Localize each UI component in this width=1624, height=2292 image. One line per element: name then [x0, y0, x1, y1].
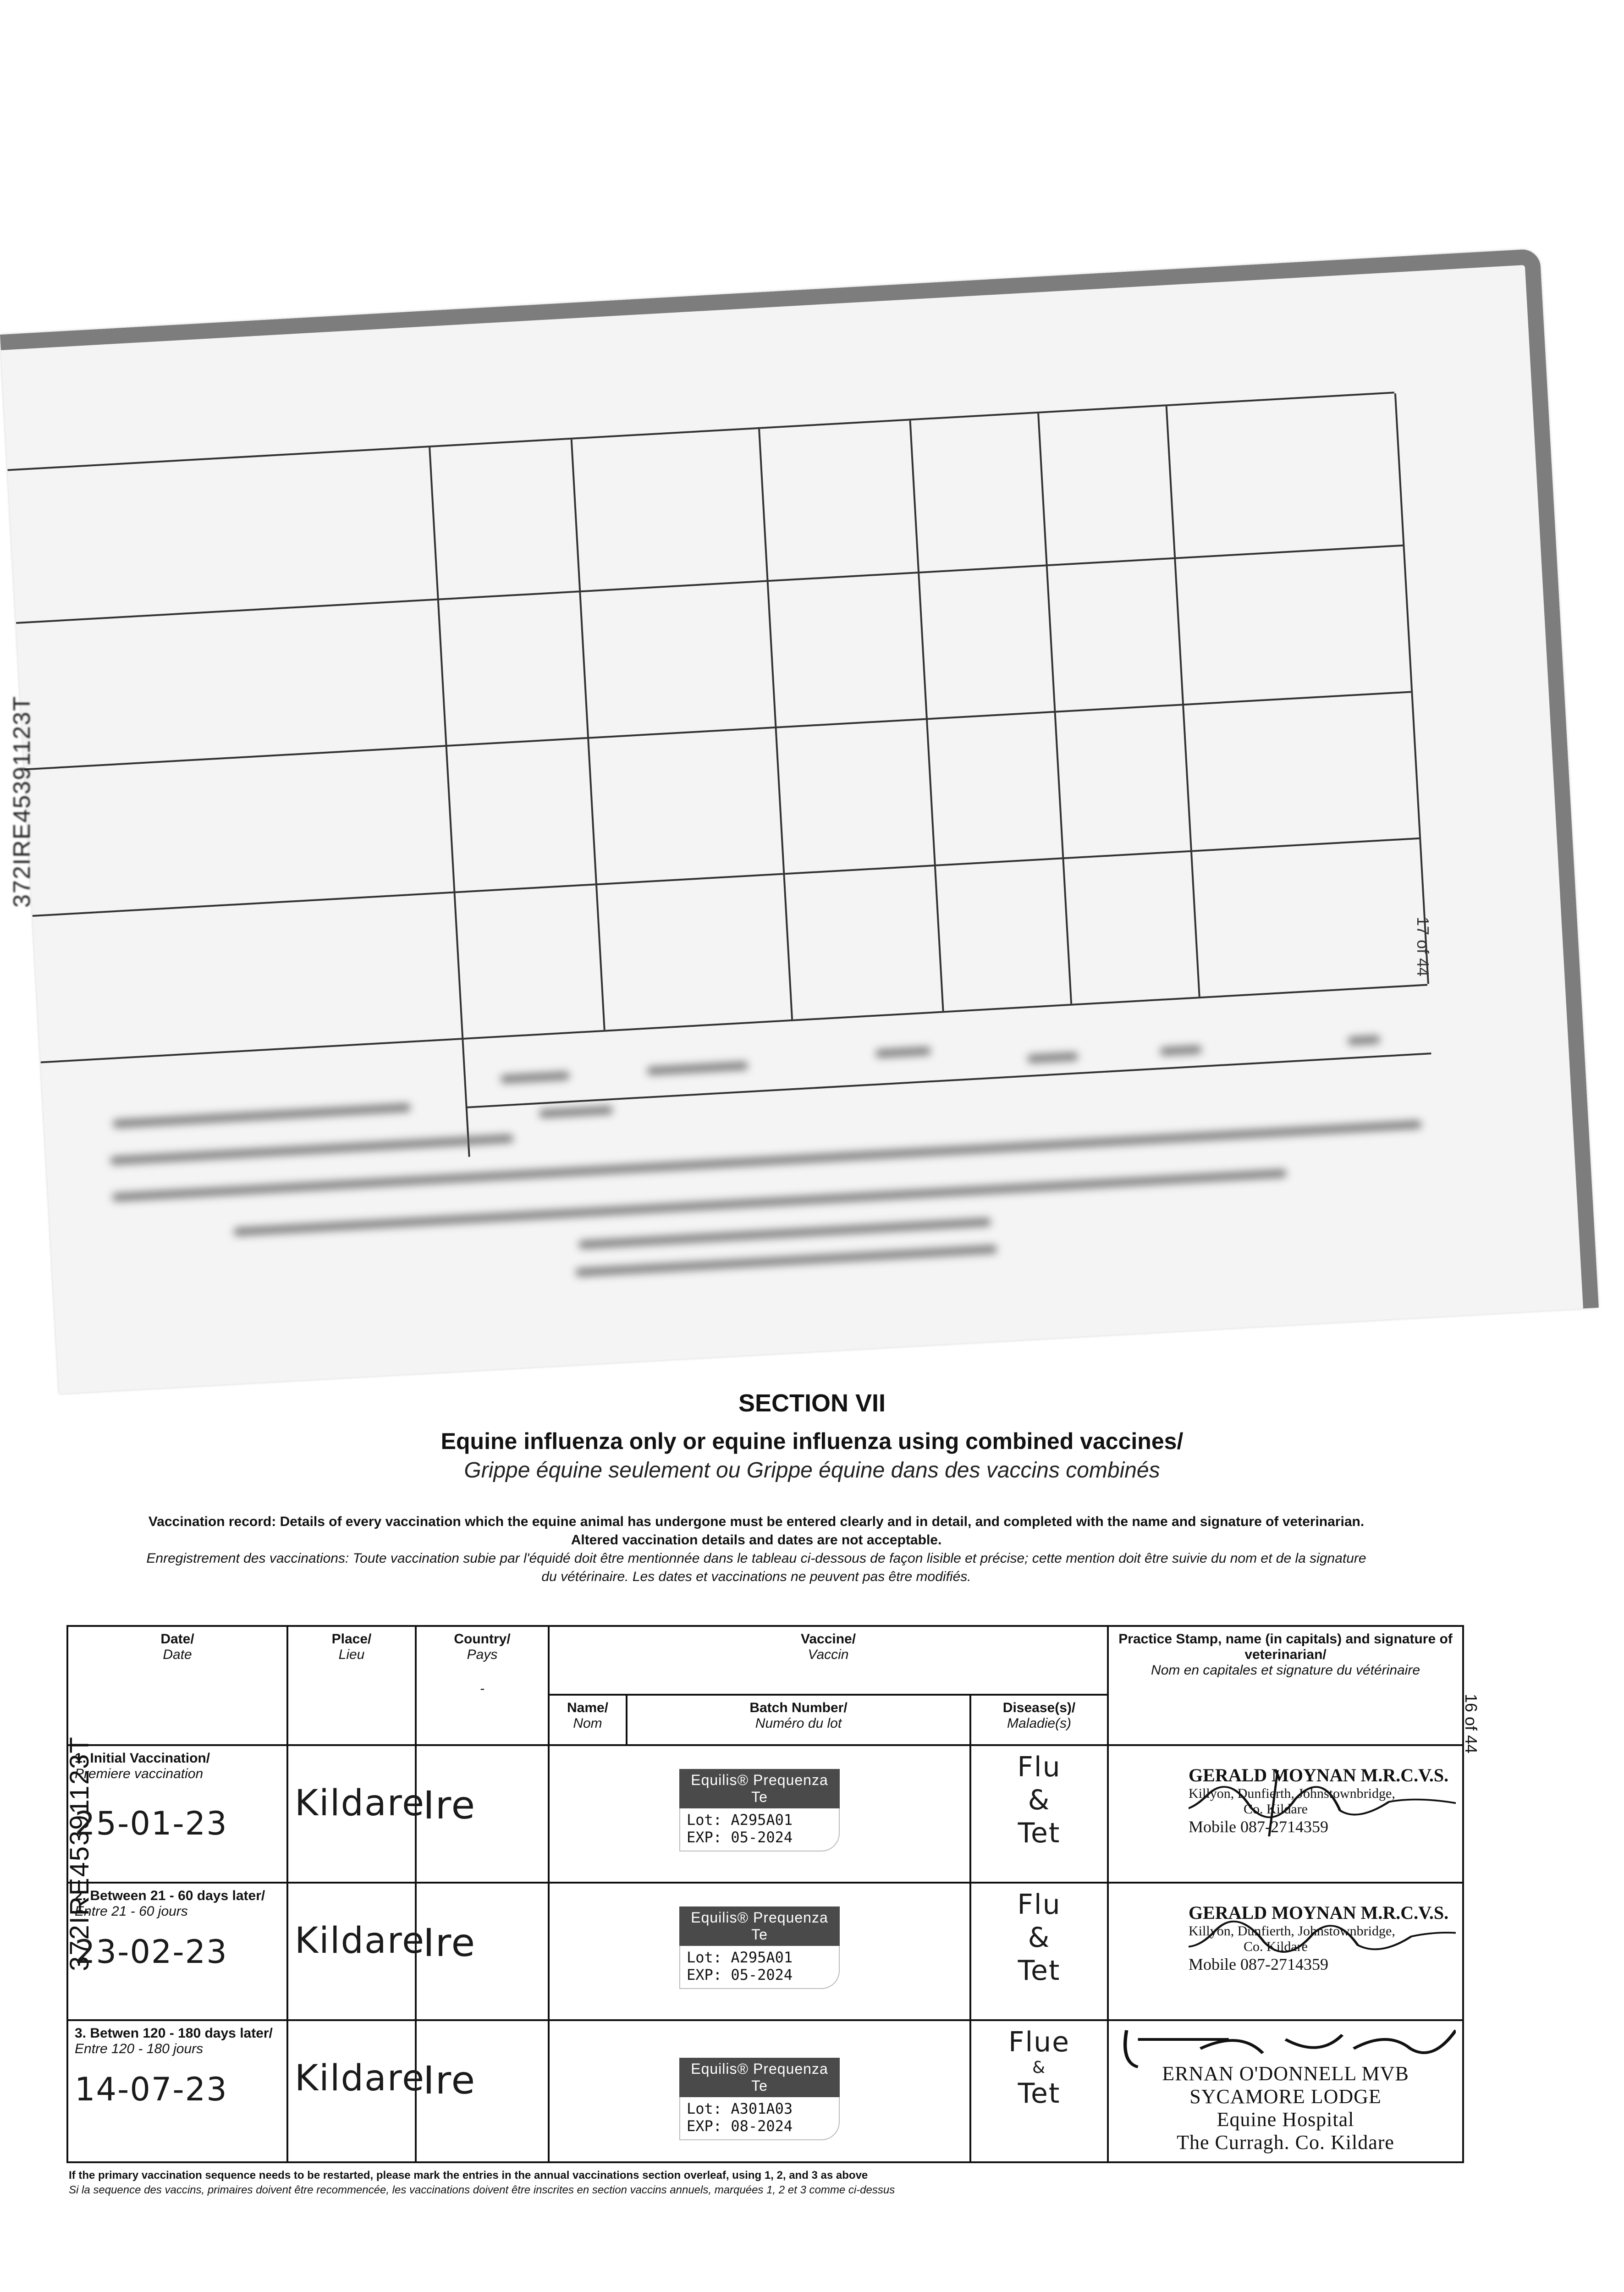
country-value: Ire: [423, 1783, 476, 1828]
stamp-line-2: SYCAMORE LODGE: [1189, 2085, 1382, 2108]
grid-line: [1394, 393, 1429, 984]
blurred-text: [576, 1245, 997, 1277]
disease-line-3: Tet: [1018, 1955, 1061, 1987]
previous-page-table-grid: [7, 391, 1429, 1093]
header-place: [287, 1626, 416, 1745]
disease-line-3: Tet: [1018, 2077, 1061, 2110]
sticker-brand: Equilis® Prequenza Te: [679, 2058, 840, 2097]
place-cell: [287, 1745, 425, 1883]
stamp-cell: [1108, 2020, 1463, 2162]
blurred-text: [112, 1120, 1422, 1202]
vaccine-sticker-cell: [549, 1883, 970, 2020]
grid-line: [24, 691, 1411, 770]
table-row: [67, 2020, 1463, 2162]
previous-page-sheet: [0, 248, 1599, 1394]
header-name-en: Name/: [567, 1700, 609, 1715]
blurred-text: [1160, 1045, 1202, 1056]
disease-line-1: Flue: [1008, 2026, 1070, 2058]
sticker-exp: EXP: 05-2024: [687, 1829, 793, 1846]
stamp-address: Killyon, Dunfierth, Johnstownbridge,: [1189, 1786, 1395, 1801]
vaccination-table: [66, 1625, 1464, 2163]
header-vaccine: [549, 1626, 1108, 1695]
grid-line: [1037, 413, 1072, 1004]
previous-page-number: 17 of 44: [1414, 917, 1432, 977]
date-cell: [67, 1883, 287, 2020]
vaccine-sticker: [679, 1769, 840, 1851]
vaccination-date: 14-07-23: [75, 2071, 228, 2108]
vaccination-notice: [69, 1513, 1444, 1586]
vaccine-sticker: [679, 1906, 840, 1989]
place-value: Kildare: [295, 1920, 425, 1961]
stamp-mobile: Mobile 087-2714359: [1189, 1955, 1329, 1973]
sticker-lot-box: [679, 1808, 840, 1851]
header-batch-en: Batch Number/: [749, 1700, 848, 1715]
country-cell: [416, 2020, 549, 2162]
sticker-lot-box: [679, 1946, 840, 1989]
place-cell: [287, 2020, 425, 2162]
sticker-brand: Equilis® Prequenza Te: [679, 1769, 840, 1808]
header-country-en: Country/: [454, 1631, 511, 1647]
practice-stamp: [1189, 1764, 1456, 1836]
header-name: [549, 1695, 627, 1745]
page-number: 16 of 44: [1462, 1694, 1481, 1754]
header-stamp: [1108, 1626, 1463, 1745]
blurred-text: [110, 1134, 513, 1165]
grid-line: [909, 420, 944, 1011]
place-cell: [287, 1883, 425, 2020]
blurred-text: [1348, 1035, 1380, 1045]
table-row: [67, 1745, 1463, 1883]
stamp-county: Co. Kildare: [1244, 1939, 1308, 1954]
grid-line: [571, 440, 606, 1030]
header-disease-fr: Maladie(s): [1007, 1716, 1072, 1731]
side-code: 372IRE45391123T: [65, 1736, 94, 1971]
place-value: Kildare: [295, 2058, 425, 2099]
header-date-en: Date/: [160, 1631, 194, 1647]
grid-line: [758, 429, 793, 1019]
sticker-exp: EXP: 08-2024: [687, 2117, 793, 2135]
stamp-mobile: Mobile 087-2714359: [1189, 1818, 1329, 1836]
stamp-address: Killyon, Dunfierth, Johnstownbridge,: [1189, 1923, 1395, 1939]
sticker-lot: Lot: A295A01: [687, 1949, 793, 1966]
stamp-name: GERALD MOYNAN M.R.C.V.S.: [1189, 1902, 1449, 1923]
row-label-en: 2. Between 21 - 60 days later/: [75, 1888, 265, 1903]
header-place-en: Place/: [331, 1631, 372, 1647]
sticker-lot: Lot: A295A01: [687, 1811, 793, 1829]
sticker-brand: Equilis® Prequenza Te: [679, 1906, 840, 1946]
section-heading-en: Equine influenza only or equine influenza using combined vaccines/: [440, 1428, 1184, 1454]
table-row: [67, 1883, 1463, 2020]
disease-cell: [970, 1883, 1108, 2020]
grid-line: [1166, 406, 1200, 997]
disease-cell: [970, 2020, 1108, 2162]
header-batch: [627, 1695, 970, 1745]
stamp-name: GERALD MOYNAN M.R.C.V.S.: [1189, 1765, 1449, 1785]
header-stamp-fr: Nom en capitales et signature du vétérinaire: [1151, 1663, 1420, 1678]
disease-line-3: Tet: [1018, 1817, 1061, 1849]
disease-line-2: &: [1028, 1922, 1051, 1954]
row-label-en: 1. Initial Vaccination/: [75, 1751, 210, 1766]
disease-cell: [970, 1745, 1108, 1883]
stamp-line-3: Equine Hospital: [1217, 2108, 1354, 2131]
stamp-county: Co. Kildare: [1244, 1802, 1308, 1817]
blurred-text: [539, 1106, 613, 1118]
header-country-fr: Pays: [467, 1647, 498, 1662]
header-vaccine-fr: Vaccin: [808, 1647, 849, 1662]
header-country: [416, 1626, 549, 1745]
previous-page-side-code: 372IRE45391123T: [9, 695, 35, 908]
header-batch-fr: Numéro du lot: [755, 1716, 842, 1731]
country-value: Ire: [423, 2058, 476, 2103]
grid-line: [429, 447, 470, 1157]
date-cell: [67, 2020, 287, 2162]
header-stamp-en: Practice Stamp, name (in capitals) and signature of veterinarian/: [1118, 1631, 1453, 1662]
blurred-text: [1027, 1052, 1078, 1063]
practice-stamp: [1189, 1902, 1456, 1974]
row-label-fr: Entre 120 - 180 jours: [75, 2041, 204, 2056]
disease-line-1: Flu: [1017, 1889, 1061, 1921]
sticker-lot-box: [679, 2097, 840, 2140]
section-title: SECTION VII: [738, 1389, 886, 1417]
blurred-text: [113, 1103, 411, 1128]
header-place-fr: Lieu: [338, 1647, 365, 1662]
country-cell: [416, 1745, 549, 1883]
row-label-en: 3. Betwen 120 - 180 days later/: [75, 2026, 273, 2041]
header-vaccine-en: Vaccine/: [800, 1631, 856, 1647]
header-name-fr: Nom: [573, 1716, 602, 1731]
stamp-cell: [1108, 1883, 1463, 2020]
notice-en-line-2: Altered vaccination details and dates are not acceptable.: [571, 1532, 942, 1548]
stamp-line-1: ERNAN O'DONNELL MVB: [1162, 2062, 1409, 2085]
footnote-fr: Si la sequence des vaccins, primaires doivent être recommencée, les vaccinations doivent être inscrites en section vaccins annuels, marquées 1, 2 et 3 comme ci-dessus: [69, 2184, 895, 2196]
practice-stamp: [1115, 2062, 1456, 2154]
notice-fr-line-2: du vétérinaire. Les dates et vaccinations ne peuvent pas être modifiés.: [541, 1569, 971, 1584]
vaccine-sticker: [679, 2058, 840, 2140]
header-disease-en: Disease(s)/: [1002, 1700, 1076, 1715]
blurred-text: [647, 1061, 748, 1075]
grid-line: [33, 837, 1419, 917]
header-date-fr: Date: [163, 1647, 192, 1662]
sticker-lot: Lot: A301A03: [687, 2100, 793, 2117]
header-country-dash: -: [480, 1681, 484, 1696]
sticker-exp: EXP: 05-2024: [687, 1966, 793, 1983]
footnote-en: If the primary vaccination sequence needs to be restarted, please mark the entries in the annual vaccinations section overleaf, using 1, 2, and 3 as above: [69, 2169, 868, 2182]
disease-line-1: Flu: [1017, 1751, 1061, 1783]
section-heading-fr: Grippe équine seulement ou Grippe équine dans des vaccins combinés: [464, 1458, 1160, 1482]
vaccine-sticker-cell: [549, 1745, 970, 1883]
date-cell: [67, 1745, 287, 1883]
vaccine-sticker-cell: [549, 2020, 970, 2162]
stamp-line-4: The Curragh. Co. Kildare: [1177, 2131, 1394, 2154]
header-disease: [970, 1695, 1108, 1745]
header-date: [67, 1626, 287, 1745]
blurred-text: [578, 1218, 991, 1249]
disease-line-2: &: [1028, 1784, 1051, 1816]
grid-line: [466, 1052, 1431, 1108]
blurred-text: [501, 1071, 570, 1083]
vaccination-date: 25-01-23: [75, 1805, 228, 1842]
notice-en-line-1: Vaccination record: Details of every vaccination which the equine animal has undergone must be entered clearly and in detail, and completed with the name and signature of veterinarian.: [148, 1514, 1365, 1529]
country-cell: [416, 1883, 549, 2020]
footnote: [69, 2168, 895, 2198]
grid-line: [16, 545, 1403, 624]
country-value: Ire: [423, 1920, 476, 1965]
row-label-fr: Premiere vaccination: [75, 1766, 204, 1781]
blurred-text: [875, 1047, 931, 1058]
disease-line-2: &: [1032, 2058, 1046, 2077]
grid-line: [41, 984, 1427, 1063]
stamp-cell: [1108, 1745, 1463, 1883]
place-value: Kildare: [295, 1783, 425, 1824]
notice-fr-line-1: Enregistrement des vaccinations: Toute vaccination subie par l'équidé doit être mentionnée dans le tableau ci-dessous de façon lisible et précise; cette mention doit être suivie du nom et de la signature: [146, 1551, 1366, 1566]
vaccination-date: 23-02-23: [75, 1933, 228, 1971]
row-label-fr: Entre 21 - 60 jours: [75, 1904, 188, 1919]
